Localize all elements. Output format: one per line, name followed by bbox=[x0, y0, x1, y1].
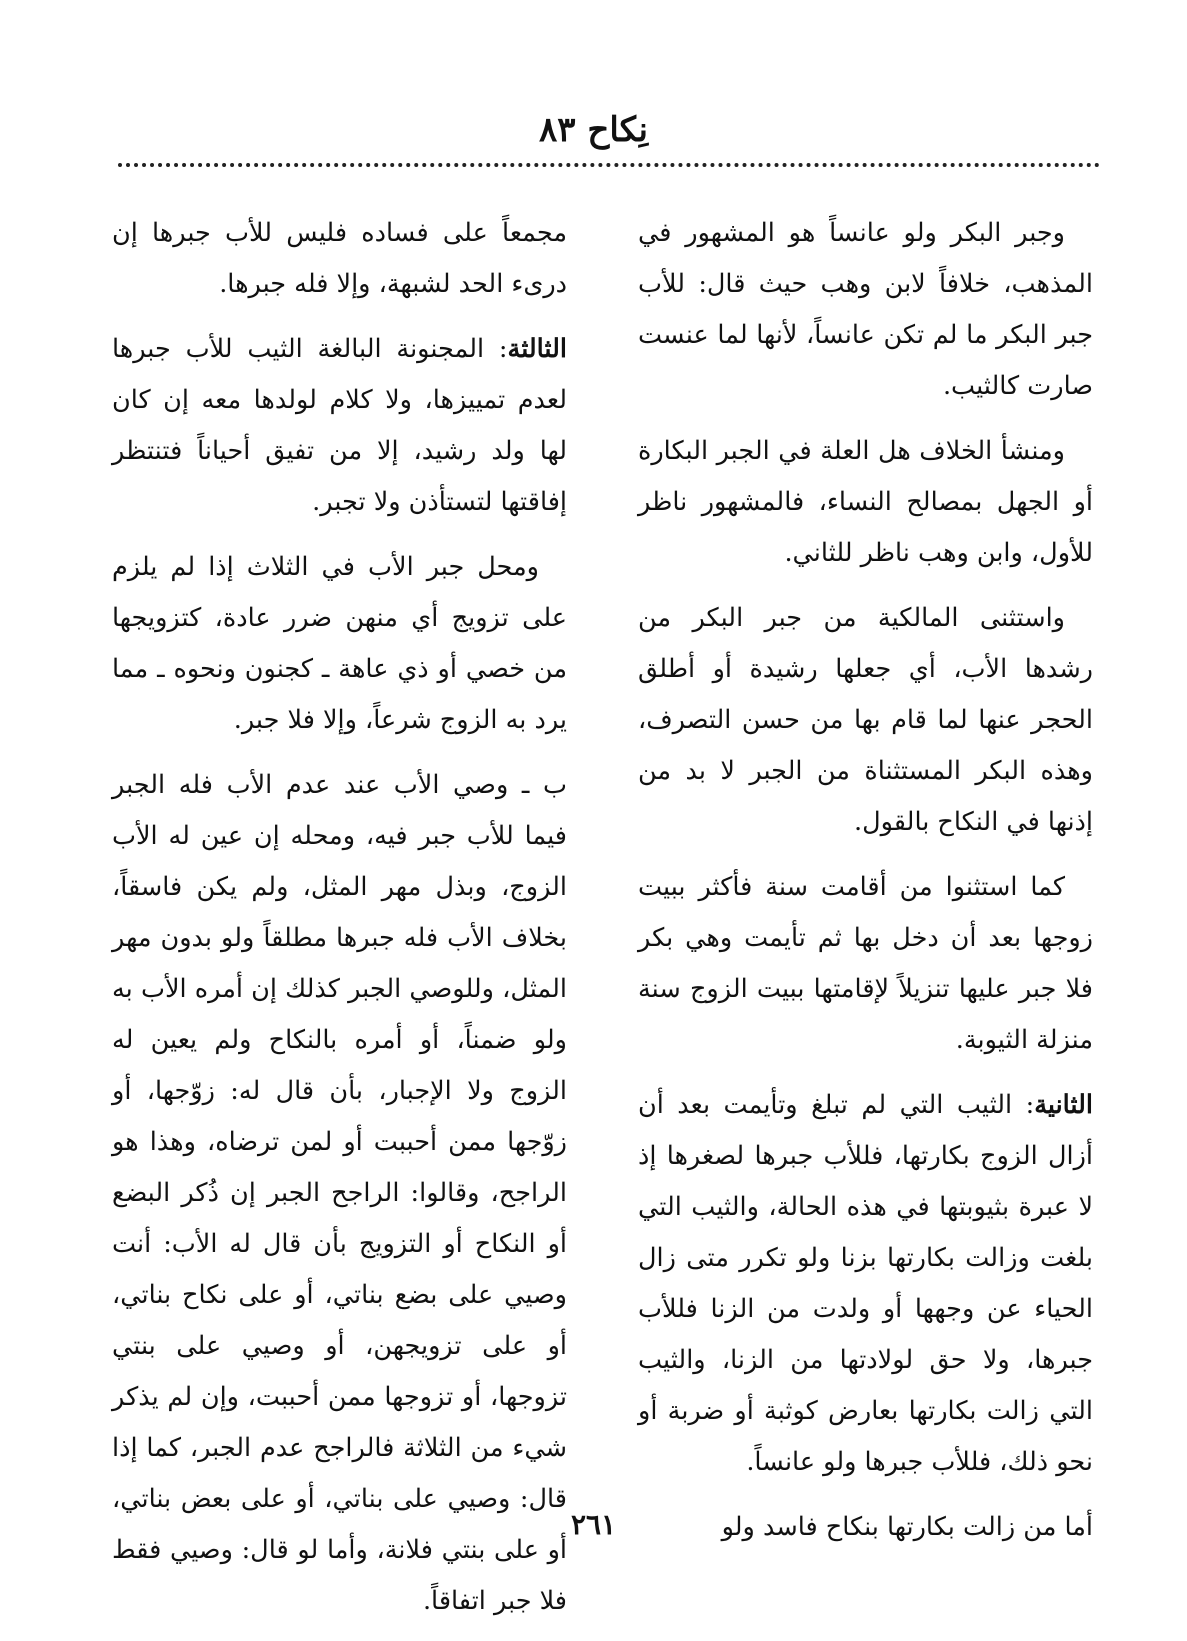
paragraph: كما استثنوا من أقامت سنة فأكثر ببيت زوجها بعد أن دخل بها ثم تأيمت وهي بكر فلا جبر عليها تنزيلاً لإقامتها ببيت الزوج سنة منزلة الثيوبة. bbox=[638, 872, 1093, 1055]
paragraph-text: : الثيب التي لم تبلغ وتأيمت بعد أن أزال الزوج بكارتها، فللأب جبرها لصغرها إذ لا عبرة بثيوبتها في هذه الحالة، والثيب التي بلغت وزالت بكارتها بزنا ولو تكرر متى زال الحياء عن وجهها أو ولدت من الزنا فللأب جبرها، ولا حق لولادتها من الزنا، والثيب التي زالت بكارتها بعارض كوثبة أو ضربة أو نحو ذلك، فللأب جبرها ولو عانساً. bbox=[638, 1090, 1093, 1477]
right-column bbox=[638, 208, 1093, 1567]
paragraph-text: : المجنونة البالغة الثيب للأب جبرها لعدم تمييزها، ولا كلام لولدها معه إن كان لها ولد رشيد، إلا من تفيق أحياناً فتنتظر إفاقتها لتستأذن ولا تجبر. bbox=[112, 334, 567, 517]
paragraph: ومحل جبر الأب في الثلاث إذا لم يلزم على تزويج أي منهن ضرر عادة، كتزويجها من خصي أو ذي عاهة ـ كجنون ونحوه ـ مما يرد به الزوج شرعاً، وإلا فلا جبر. bbox=[112, 552, 567, 735]
chapter-title: نِكاح ٨٣ bbox=[539, 110, 648, 150]
paragraph: أما من زالت بكارتها بنكاح فاسد ولو bbox=[721, 1512, 1093, 1542]
paragraph: مجمعاً على فساده فليس للأب جبرها إن درىء الحد لشبهة، وإلا فله جبرها. bbox=[112, 218, 567, 299]
term-third: الثالثة bbox=[507, 334, 567, 364]
term-second: الثانية bbox=[1034, 1090, 1093, 1120]
paragraph bbox=[638, 1080, 1093, 1488]
paragraph: واستثنى المالكية من جبر البكر من رشدها الأب، أي جعلها رشيدة أو أطلق الحجر عنها لما قام بها من حسن التصرف، وهذه البكر المستثناة من الجبر لا بد من إذنها في النكاح بالقول. bbox=[638, 603, 1093, 837]
paragraph bbox=[112, 324, 567, 528]
page-header bbox=[0, 110, 1187, 150]
left-column bbox=[112, 208, 567, 1641]
paragraph: وجبر البكر ولو عانساً هو المشهور في المذهب، خلافاً لابن وهب حيث قال: للأب جبر البكر ما لم تكن عانساً، لأنها لما عنست صارت كالثيب. bbox=[638, 218, 1093, 401]
page-number: ٢٦١ bbox=[570, 1508, 617, 1541]
dotted-separator bbox=[118, 163, 1100, 167]
paragraph: ب ـ وصي الأب عند عدم الأب فله الجبر فيما للأب جبر فيه، ومحله إن عين له الأب الزوج، وبذل مهر المثل، ولم يكن فاسقاً، بخلاف الأب فله جبرها مطلقاً ولو بدون مهر المثل، وللوصي الجبر كذلك إن أمره الأب به ولو ضمناً، أو أمره بالنكاح ولم يعين له الزوج ولا الإجبار، بأن قال له: زوّجها، أو زوّجها ممن أحببت أو لمن ترضاه، وهذا هو الراجح، وقالوا: الراجح الجبر إن ذُكر البضع أو النكاح أو التزويج بأن قال له الأب: أنت وصيي على بضع بناتي، أو على نكاح بناتي، أو على تزويجهن، أو وصيي على بنتي تزوجها، أو تزوجها ممن أحببت، وإن لم يذكر شيء من الثلاثة فالراجح عدم الجبر، كما إذا قال: وصيي على بناتي، أو على بعض بناتي، أو على بنتي فلانة، وأما لو قال: وصيي فقط فلا جبر اتفاقاً. bbox=[112, 770, 567, 1616]
paragraph: ومنشأ الخلاف هل العلة في الجبر البكارة أو الجهل بمصالح النساء، فالمشهور ناظر للأول، وابن وهب ناظر للثاني. bbox=[638, 436, 1093, 568]
